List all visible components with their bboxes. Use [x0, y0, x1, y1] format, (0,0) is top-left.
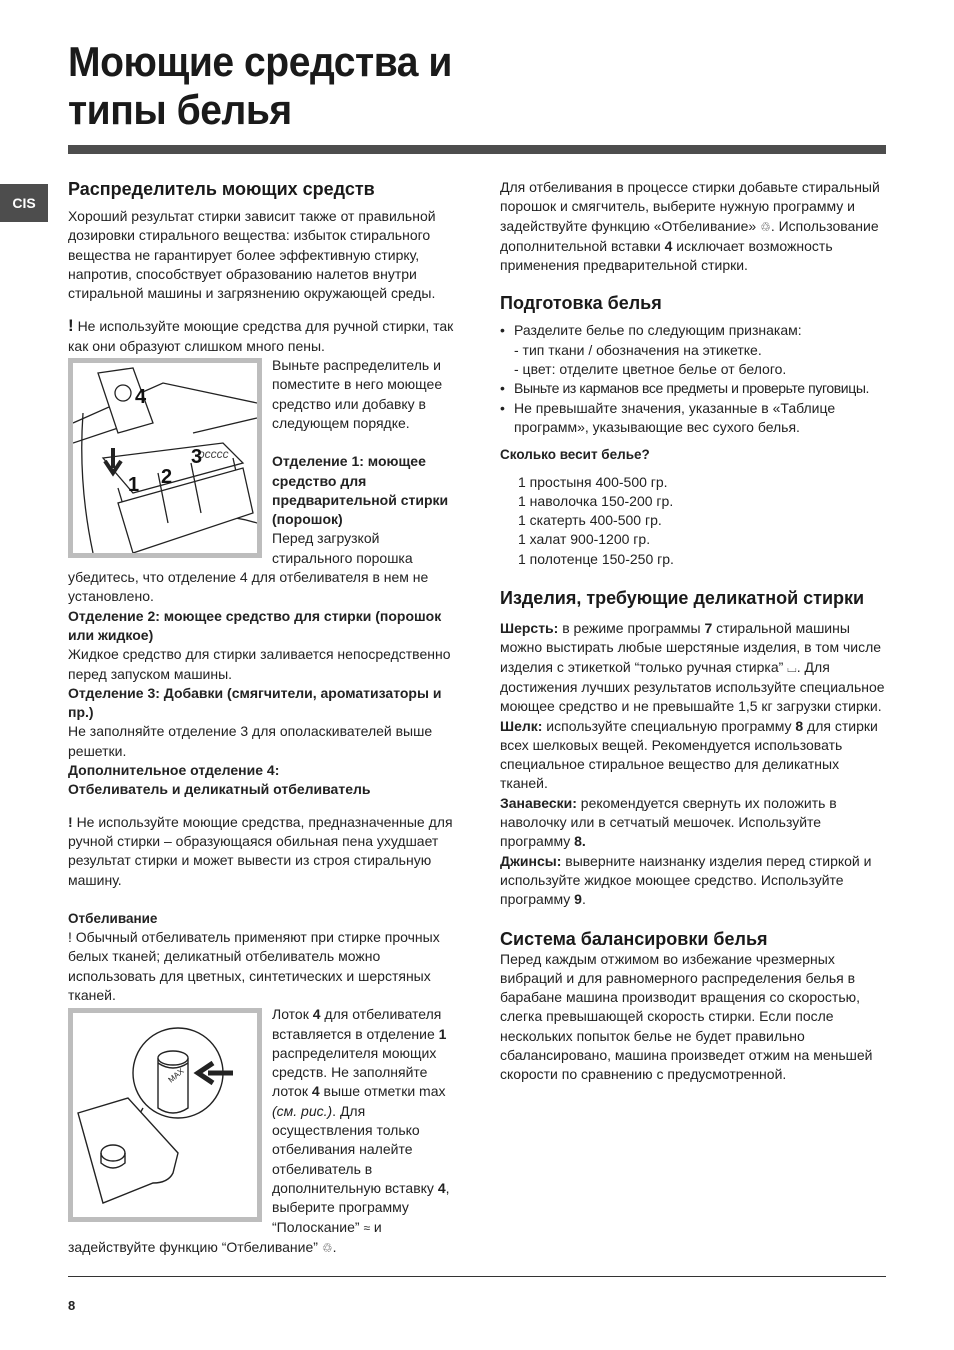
weights-list	[500, 473, 890, 569]
list-item: • Разделите белье по следующим признакам: - тип ткани / обозначения на этикетке. - цвет: отделите цветное белье от белого.	[500, 321, 890, 379]
section-heading-preparation: Подготовка белья	[500, 293, 662, 314]
list-item: 1 полотенце 150-250 гр.	[518, 550, 674, 567]
compartment-1-title: Отделение 1: моющее средство для предварительной стирки (порошок)	[272, 453, 449, 528]
jeans-paragraph: Джинсы: выверните наизнанку изделия перед стиркой и используйте жидкое моющее средство. Используйте программу 9.	[500, 852, 872, 908]
page-title	[68, 38, 452, 134]
language-tab: CIS	[0, 184, 48, 222]
compartment-2-text: Жидкое средство для стирки заливается непосредственно перед запуском машины.	[68, 646, 451, 682]
list-item: 1 скатерть 400-500 гр.	[518, 512, 662, 529]
bleach-during-wash: Для отбеливания в процессе стирки добавьте стиральный порошок и смягчитель, выберите нужную программу и задействуйте функцию «Отбеливание» ♲. Использование дополнительной вставки 4 исключает возможность применения предварительной стирки.	[500, 179, 880, 274]
section-heading-delicates: Изделия, требующие деликатной стирки	[500, 588, 865, 609]
warning-foam: ! Не используйте моющие средства, предназначенные для ручной стирки – образующаяся обильная пена ухудшает результат стирки и может вывести из строя стиральную машину.	[68, 813, 453, 888]
remove-dispenser-text: Выньте распределитель и поместите в него моющее средство или добавку в следующем порядке.	[272, 357, 443, 431]
section-heading-dispenser: Распределитель моющих средств	[68, 179, 375, 199]
left-column	[68, 178, 458, 1258]
list-item: 1 халат 900-1200 гр.	[518, 531, 651, 548]
warning-icon: !	[68, 813, 73, 830]
weight-heading: Сколько весит белье?	[500, 447, 650, 463]
bleach-icon: ♲	[321, 1240, 333, 1255]
list-item: • Не превышайте значения, указанные в «Таблице программ», указывающие вес сухого белья.	[500, 399, 890, 438]
list-item: 1 наволочка 150-200 гр.	[518, 492, 674, 509]
warning-hand-wash: ! Не используйте моющие средства для ручной стирки, так как они образуют слишком много пены.	[68, 316, 454, 354]
bleach-heading: Отбеливание	[68, 910, 158, 926]
tray-instructions: Лоток 4 для отбеливателя вставляется в отделение 1 распределителя моющих средств. Не заполняйте лоток 4 выше отметки max (см. рис.). Для осуществления только отбеливания налейте отбеливатель в дополнительную вставку 4, выберите программу “Полоскание” ≈ и задействуйте функцию “Отбеливание” ♲.	[68, 1005, 458, 1258]
title-line-1: Моющие средства и	[68, 38, 452, 85]
bleach-icon: ♲	[760, 219, 771, 234]
compartment-1-text: Перед загрузкой стирального порошка убедитесь, что отделение 4 для отбеливателя в нем не установлено.	[68, 530, 429, 605]
compartment-3-text: Не заполняйте отделение 3 для ополаскивателей выше решетки.	[68, 723, 433, 759]
bleach-tray-illustration	[73, 1013, 257, 1217]
intro-paragraph: Хороший результат стирки зависит также от правильной дозировки стирального вещества: избыток стирального вещества не гарантирует более эффективную стирку, напротив, способствует образованию налетов внутри стиральной машины и загрязнению окружающей среды.	[68, 208, 436, 302]
label-1: 1	[128, 474, 140, 497]
footer-divider	[68, 1276, 886, 1277]
compartment-4-title: Дополнительное отделение 4: Отбеливатель и деликатный отбеливатель	[68, 762, 371, 798]
dispenser-figure	[68, 358, 262, 558]
warning-icon: !	[68, 316, 74, 336]
silk-paragraph: Шелк: используйте специальную программу 8 для стирки всех шелковых вещей. Рекомендуется использовать специальное стиральное вещество для деликатных тканей.	[500, 717, 878, 792]
page-number: 8	[68, 1298, 76, 1313]
right-column	[500, 178, 890, 1085]
compartment-2-title: Отделение 2: моющее средство для стирки (порошок или жидкое)	[68, 607, 442, 643]
svg-text:occcc: occcc	[198, 447, 229, 462]
label-3: 3	[191, 446, 203, 469]
wool-paragraph: Шерсть: в режиме программы 7 стиральной машины можно выстирать любые шерстяные изделия, в том числе изделия с этикеткой “только ручная стирка” ⌴. Для достижения лучших результатов используйте специальное моющее средство и не превышайте 1,5 кг загрузки стирки.	[500, 620, 885, 715]
title-divider	[68, 145, 886, 154]
list-item: • Выньте из карманов все предметы и проверьте пуговицы.	[500, 379, 890, 398]
list-item: 1 простыня 400-500 гр.	[518, 473, 668, 490]
bleach-text: ! Обычный отбеливатель применяют при стирке прочных белых тканей; деликатный отбеливатель можно использовать для цветных, синтетических и шерстяных тканей.	[68, 929, 440, 1003]
label-2: 2	[161, 466, 173, 489]
compartment-3-title: Отделение 3: Добавки (смягчители, ароматизаторы и пр.)	[68, 684, 442, 721]
section-heading-balance: Система балансировки белья	[500, 928, 768, 949]
max-mark: MAX	[166, 1066, 186, 1085]
rinse-icon: ≈	[363, 1220, 371, 1235]
label-4: 4	[135, 386, 147, 409]
bleach-tray-figure	[68, 1008, 262, 1222]
title-line-2: типы белья	[68, 86, 292, 133]
dispenser-drawer-illustration	[73, 363, 257, 553]
preparation-list	[500, 321, 890, 437]
balance-text: Перед каждым отжимом во избежание чрезмерных вибраций и для равномерного распределения белья в барабане машина производит вращения со скоростью, слегка превышающей скорость стирки. Если после нескольких попыток белье не будет правильно сбалансировано, машина произведет отжим на меньшей скорости по сравнению с предусмотренной.	[500, 950, 873, 1083]
curtains-paragraph: Занавески: рекомендуется свернуть их положить в наволочку или в сетчатый мешочек. Используйте программу 8.	[500, 794, 837, 850]
hand-wash-icon: ⌴	[787, 660, 797, 675]
